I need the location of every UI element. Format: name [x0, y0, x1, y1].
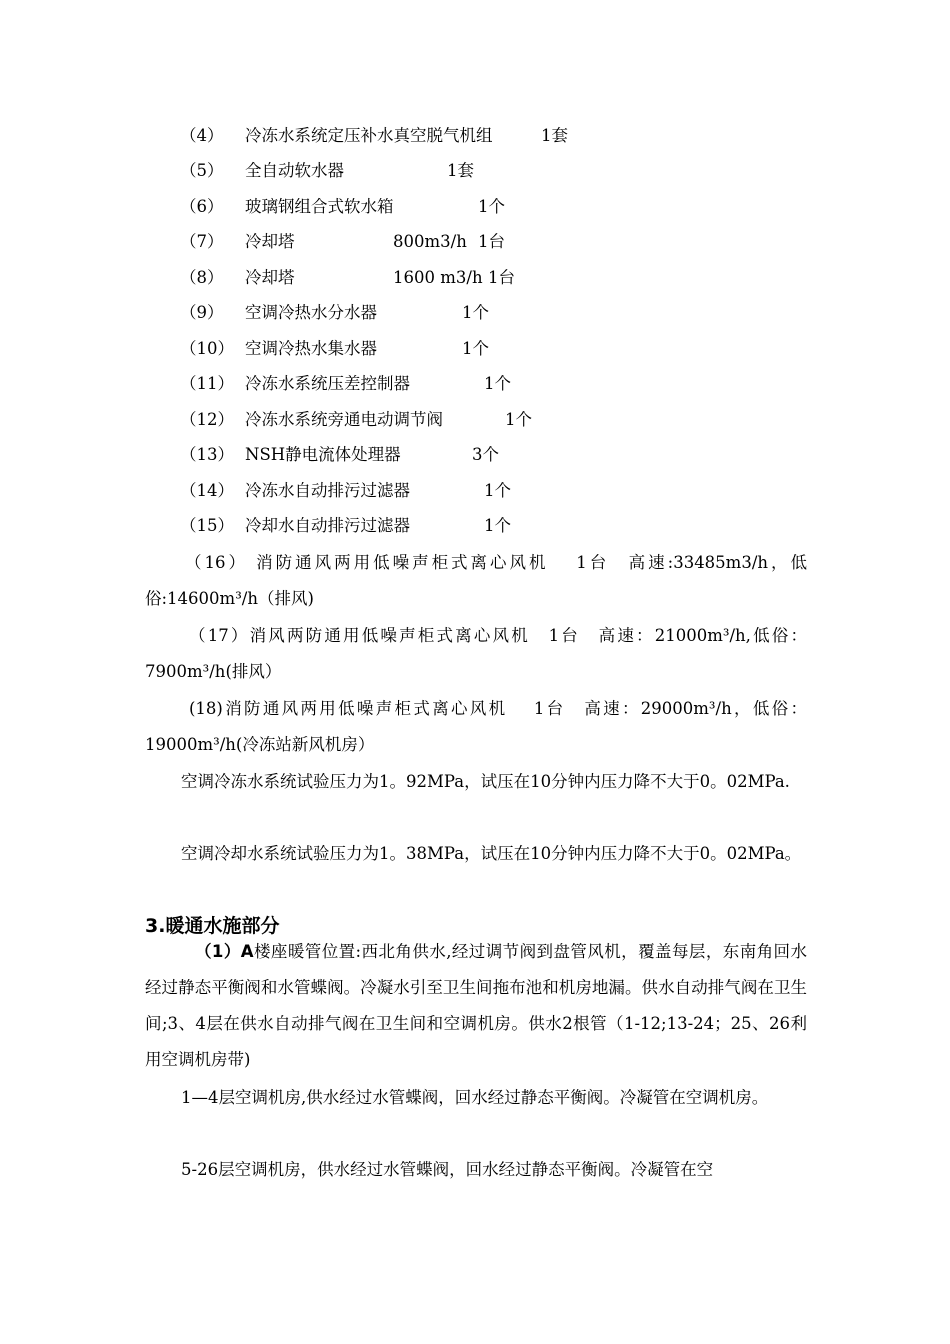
item-number: （9） [180, 303, 224, 322]
item-number: （11） [180, 374, 234, 393]
pressure-note-chilled: 空调冷冻水系统试验压力为1。92MPa，试压在10分钟内压力降不大于0。02MPa. [181, 772, 790, 791]
item-name: 冷冻水系统定压补水真空脱气机组 [245, 126, 493, 145]
section-paragraph-1 [145, 934, 807, 1078]
item-name: 空调冷热水集水器 [245, 339, 377, 358]
item-number: （13） [180, 445, 234, 464]
item-quantity: 1个 [462, 303, 489, 322]
item-spec: 1600 m3/h [393, 268, 483, 287]
item-quantity: 1个 [462, 339, 489, 358]
item-number: （4） [180, 126, 224, 145]
item-name: 冷冻水自动排污过滤器 [245, 481, 410, 500]
item-spec: 800m3/h [393, 232, 467, 251]
item-number: （6） [180, 197, 224, 216]
item-quantity: 1个 [505, 410, 532, 429]
item-quantity: 1个 [484, 481, 511, 500]
fan-item-16: （16） 消防通风两用低噪声柜式离心风机 1台 高速:33485m3/h，低俗:14600m³/h（排风) [145, 553, 807, 608]
item-quantity: 1套 [447, 161, 474, 180]
item-quantity: 1个 [484, 516, 511, 535]
section-paragraph-2: 1—4层空调机房,供水经过水管蝶阀，回水经过静态平衡阀。冷凝管在空调机房。 [181, 1088, 769, 1107]
item-number: （12） [180, 410, 234, 429]
item-quantity: 1套 [541, 126, 568, 145]
item-number: （7） [180, 232, 224, 251]
section-paragraph-3: 5-26层空调机房，供水经过水管蝶阀，回水经过静态平衡阀。冷凝管在空 [181, 1160, 714, 1179]
item-number: （15） [180, 516, 234, 535]
fan-item-17: （17）消风两防通用低噪声柜式离心风机 1台 高速：21000m³/h,低俗：7900m³/h(排风） [145, 626, 807, 681]
item-quantity: 1台 [478, 232, 505, 251]
item-quantity: 1个 [478, 197, 505, 216]
item-name: 冷却水自动排污过滤器 [245, 516, 410, 535]
paragraph-lead: （1）A [195, 942, 254, 961]
item-name: 冷冻水系统压差控制器 [245, 374, 410, 393]
section-heading: 3.暖通水施部分 [145, 915, 280, 937]
item-quantity: 1个 [484, 374, 511, 393]
item-number: （8） [180, 268, 224, 287]
paragraph-body: 楼座暖管位置:西北角供水,经过调节阀到盘管风机，覆盖每层，东南角回水经过静态平衡阀和水管蝶阀。冷凝水引至卫生间拖布池和机房地漏。供水自动排气阀在卫生间;3、4层在供水自动排气阀在卫生间和空调机房。供水2根管（1-12;13-24；25、26利用空调机房带) [145, 942, 807, 1069]
item-number: （5） [180, 161, 224, 180]
item-name: 冷冻水系统旁通电动调节阀 [245, 410, 443, 429]
item-number: （10） [180, 339, 234, 358]
pressure-note-cooling: 空调冷却水系统试验压力为1。38MPa，试压在10分钟内压力降不大于0。02MPa。 [181, 844, 802, 863]
item-name: 全自动软水器 [245, 161, 344, 180]
fan-item-18: (18)消防通风两用低噪声柜式离心风机 1台 高速：29000m³/h，低俗：19000m³/h(冷冻站新风机房） [145, 699, 807, 754]
item-name: 冷却塔 [245, 232, 295, 251]
item-quantity: 3个 [472, 445, 499, 464]
item-name: 玻璃钢组合式软水箱 [245, 197, 394, 216]
item-name: 空调冷热水分水器 [245, 303, 377, 322]
item-name: NSH静电流体处理器 [245, 445, 401, 464]
item-number: （14） [180, 481, 234, 500]
item-quantity: 1台 [488, 268, 515, 287]
item-name: 冷却塔 [245, 268, 295, 287]
